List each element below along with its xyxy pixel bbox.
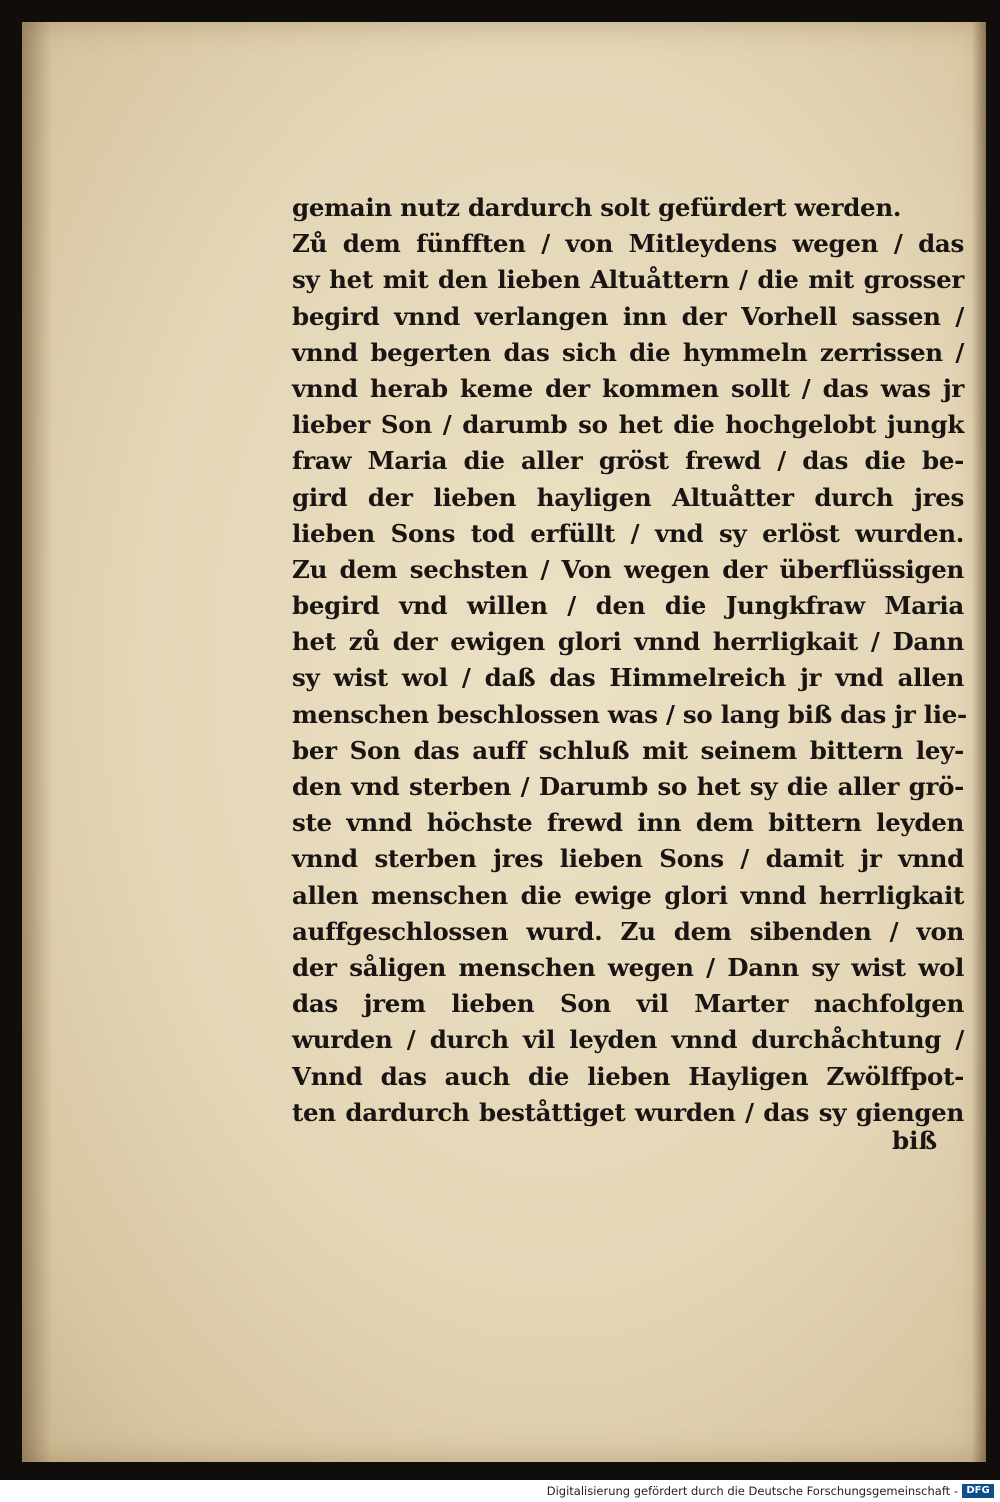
text-line: das jrem lieben Son vil Marter nachfolgen	[292, 989, 964, 1019]
text-line: Zů dem fünfften / von Mitleydens wegen / das	[292, 229, 964, 259]
text-line: gird der lieben hayligen Altuåtter durch jres	[292, 482, 964, 512]
text-line: sy wist wol / daß das Himmelreich jr vnd allen	[292, 663, 964, 693]
text-line: lieben Sons tod erfüllt / vnd sy erlöst wurden.	[292, 518, 964, 548]
text-line: gemain nutz dardurch solt gefürdert werden.	[292, 193, 902, 222]
text-line: menschen beschlossen was / so lang biß das jr lie-	[292, 699, 967, 729]
dfg-logo: DFG	[962, 1484, 994, 1498]
text-line: lieber Son / darumb so het die hochgelobt jungk	[292, 410, 964, 440]
text-line: ber Son das auff schluß mit seinem bittern ley-	[292, 735, 964, 765]
text-line: allen menschen die ewige glori vnnd herrligkait	[292, 880, 964, 910]
footer-bar	[0, 1480, 1000, 1502]
page-text-block	[292, 190, 967, 1131]
text-line: ste vnnd höchste frewd inn dem bittern leyden	[292, 808, 964, 838]
text-line: Zu dem sechsten / Von wegen der überflüssigen	[292, 554, 964, 584]
text-line: den vnd sterben / Darumb so het sy die aller grö-	[292, 772, 964, 801]
catchword: biß	[892, 1126, 938, 1155]
text-line: vnnd begerten das sich die hymmeln zerrissen /	[292, 337, 964, 367]
text-line: fraw Maria die aller gröst frewd / das die be-	[292, 446, 964, 476]
text-line: vnnd herab keme der kommen sollt / das was jr	[292, 373, 964, 403]
text-line: wurden / durch vil leyden vnnd durchåchtung /	[292, 1025, 964, 1055]
text-line: begird vnnd verlangen inn der Vorhell sassen /	[292, 301, 964, 331]
text-line: der såligen menschen wegen / Dann sy wist wol	[292, 952, 964, 982]
text-line: ten dardurch beståttiget wurden / das sy giengen	[292, 1097, 964, 1127]
text-line: sy het mit den lieben Altuåttern / die mit grosser	[292, 265, 964, 295]
text-line: Vnnd das auch die lieben Hayligen Zwölffpot-	[292, 1061, 964, 1091]
funding-notice: Digitalisierung gefördert durch die Deutsche Forschungsgemeinschaft -	[546, 1484, 958, 1498]
text-line: vnnd sterben jres lieben Sons / damit jr vnnd	[292, 844, 964, 874]
text-line: begird vnd willen / den die Jungkfraw Maria	[292, 591, 964, 621]
text-line: auffgeschlossen wurd. Zu dem sibenden / von	[292, 916, 964, 946]
book-page	[22, 22, 986, 1462]
text-line: het zů der ewigen glori vnnd herrligkait / Dann	[292, 627, 964, 657]
